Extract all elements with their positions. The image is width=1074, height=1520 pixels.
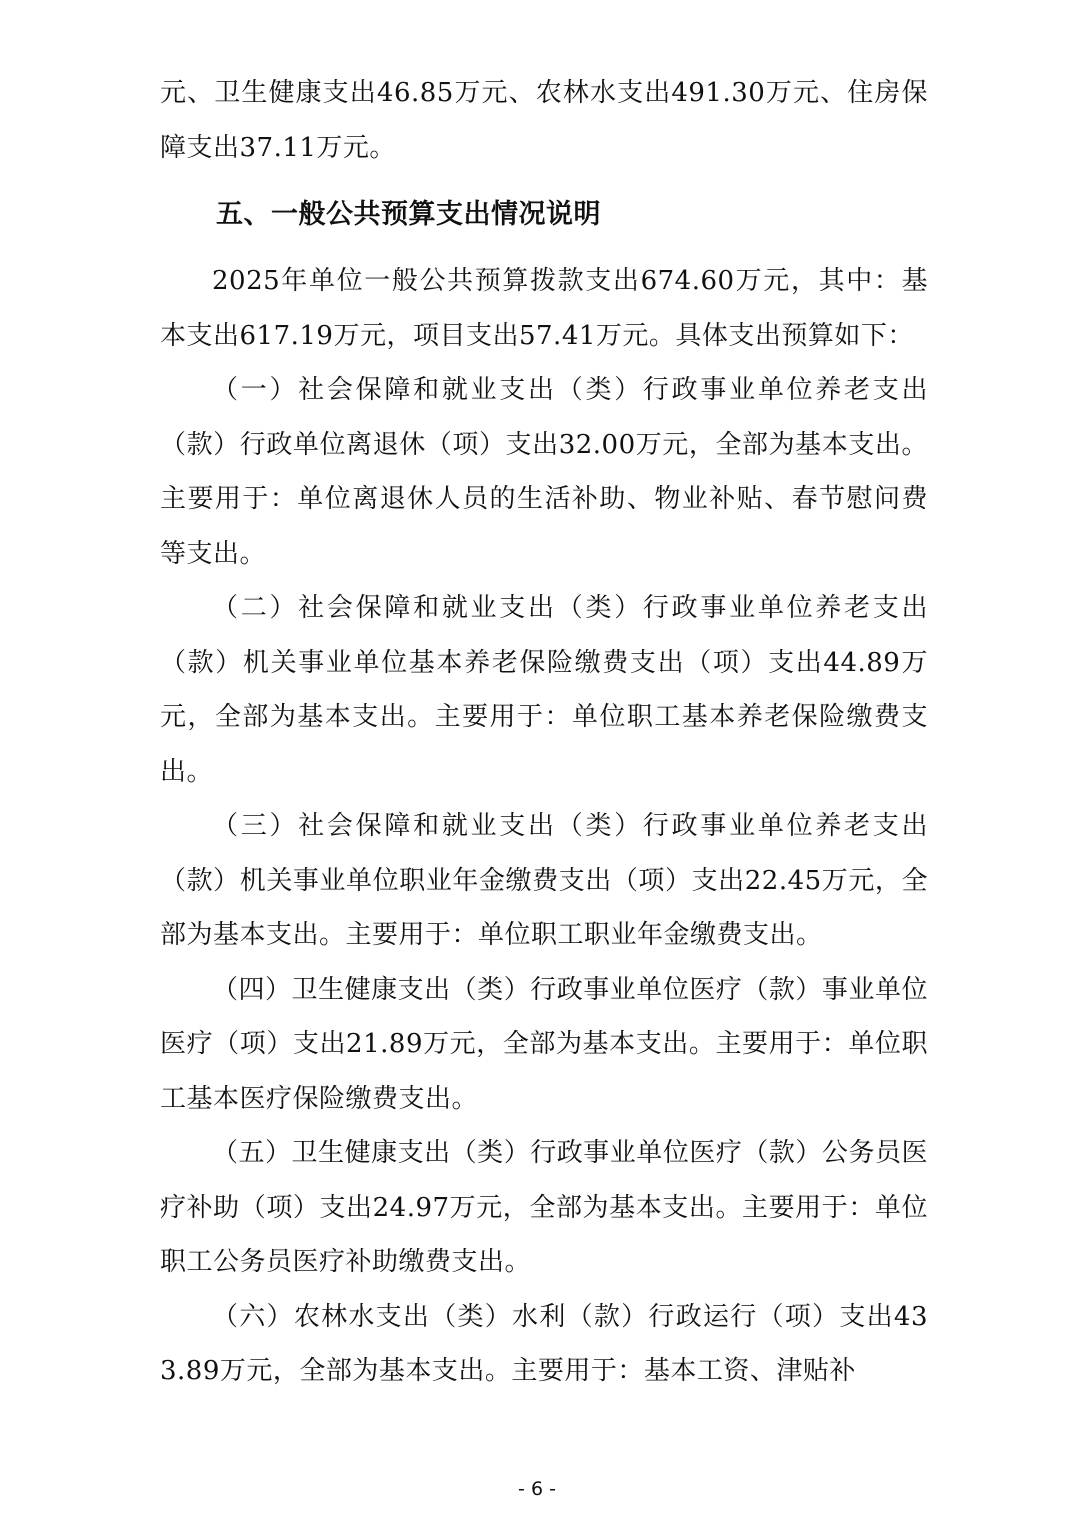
paragraph-item-6: （六）农林水支出（类）水利（款）行政运行（项）支出433.89万元，全部为基本支出。主要用于：基本工资、津贴补	[160, 1301, 928, 1386]
document-body	[160, 66, 928, 1399]
paragraph-item-4: （四）卫生健康支出（类）行政事业单位医疗（款）事业单位医疗（项）支出21.89万元，全部为基本支出。主要用于：单位职工基本医疗保险缴费支出。	[160, 974, 928, 1114]
paragraph-summary: 2025年单位一般公共预算拨款支出674.60万元，其中：基本支出617.19万元，项目支出57.41万元。具体支出预算如下：	[160, 266, 928, 351]
section-heading: 五、一般公共预算支出情况说明	[216, 199, 601, 230]
paragraph-item-1: （一）社会保障和就业支出（类）行政事业单位养老支出（款）行政单位离退休（项）支出32.00万元，全部为基本支出。主要用于：单位离退休人员的生活补助、物业补贴、春节慰问费等支出。	[160, 375, 928, 569]
page-number: - 6 -	[518, 1478, 556, 1500]
continuation-paragraph: 元、卫生健康支出46.85万元、农林水支出491.30万元、住房保障支出37.11万元。	[160, 78, 928, 163]
paragraph-item-5: （五）卫生健康支出（类）行政事业单位医疗（款）公务员医疗补助（项）支出24.97万元，全部为基本支出。主要用于：单位职工公务员医疗补助缴费支出。	[160, 1138, 928, 1277]
paragraph-item-2: （二）社会保障和就业支出（类）行政事业单位养老支出（款）机关事业单位基本养老保险缴费支出（项）支出44.89万元，全部为基本支出。主要用于：单位职工基本养老保险缴费支出。	[160, 593, 928, 787]
paragraph-item-3: （三）社会保障和就业支出（类）行政事业单位养老支出（款）机关事业单位职业年金缴费支出（项）支出22.45万元，全部为基本支出。主要用于：单位职工职业年金缴费支出。	[160, 811, 928, 950]
